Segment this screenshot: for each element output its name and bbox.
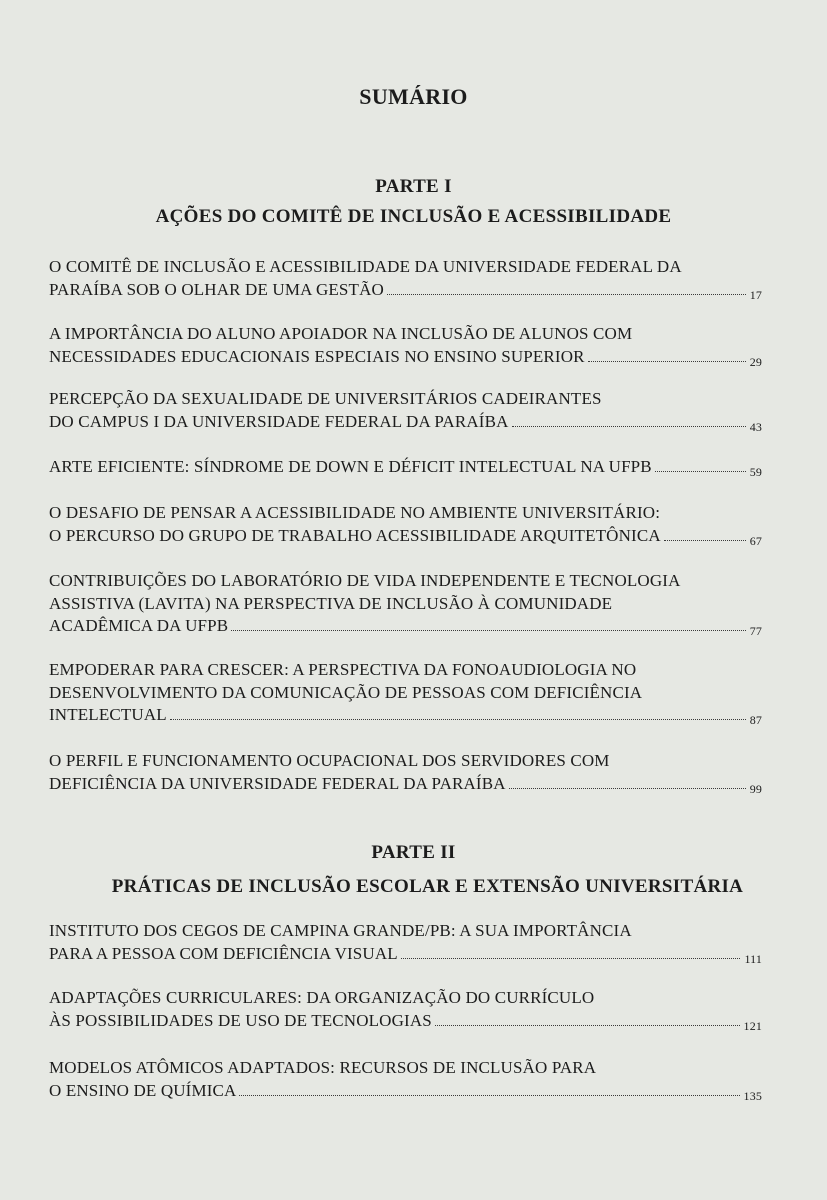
entry-line: PARA A PESSOA COM DEFICIÊNCIA VISUAL: [49, 943, 398, 963]
entry-line: ACADÊMICA DA UFPB: [49, 616, 229, 635]
entry-line: INTELECTUAL: [49, 705, 167, 724]
page-number: 59: [749, 465, 762, 479]
part-2-subtitle: PRÁTICAS DE INCLUSÃO ESCOLAR E EXTENSÃO UNIVERSITÁRIA: [111, 876, 744, 897]
page-title: SUMÁRIO: [359, 84, 468, 109]
dot-leader: [387, 293, 746, 295]
entry-line: A IMPORTÂNCIA DO ALUNO APOIADOR NA INCLUSÃO DE ALUNOS COM: [49, 324, 633, 343]
dot-leader: [401, 957, 741, 959]
toc-entry[interactable]: [49, 570, 762, 639]
toc-entry[interactable]: [49, 659, 762, 728]
page-number: 67: [749, 533, 762, 548]
part-1-subtitle: AÇÕES DO COMITÊ DE INCLUSÃO E ACESSIBILIDADE: [155, 206, 672, 227]
entry-line: INSTITUTO DOS CEGOS DE CAMPINA GRANDE/PB: A SUA IMPORTÂNCIA: [49, 921, 632, 940]
dot-leader: [664, 539, 746, 541]
dot-leader: [509, 787, 746, 789]
page-number: 29: [749, 354, 762, 369]
page-number: 87: [749, 713, 762, 727]
page-number: 111: [744, 951, 762, 966]
dot-leader: [435, 1024, 740, 1026]
part-1-label: PARTE I: [375, 176, 452, 197]
part-2-label: PARTE II: [371, 842, 456, 863]
entry-line: O ENSINO DE QUÍMICA: [49, 1080, 237, 1100]
entry-line: O PERCURSO DO GRUPO DE TRABALHO ACESSIBILIDADE ARQUITETÔNICA: [49, 525, 661, 545]
toc-entry[interactable]: [49, 987, 762, 1033]
entry-line: DO CAMPUS I DA UNIVERSIDADE FEDERAL DA PARAÍBA: [49, 411, 509, 431]
toc-entry[interactable]: [49, 256, 762, 302]
entry-line: O COMITÊ DE INCLUSÃO E ACESSIBILIDADE DA UNIVERSIDADE FEDERAL DA: [49, 257, 682, 276]
dot-leader: [588, 360, 746, 362]
entry-line: DEFICIÊNCIA DA UNIVERSIDADE FEDERAL DA PARAÍBA: [49, 773, 506, 793]
page-number: 121: [743, 1018, 762, 1033]
dot-leader: [239, 1094, 739, 1096]
toc-entry[interactable]: [49, 323, 762, 369]
entry-line: DESENVOLVIMENTO DA COMUNICAÇÃO DE PESSOAS COM DEFICIÊNCIA: [49, 682, 643, 702]
page-number: 17: [749, 287, 762, 302]
toc-entry[interactable]: [49, 1057, 762, 1103]
entry-line: O PERFIL E FUNCIONAMENTO OCUPACIONAL DOS SERVIDORES COM: [49, 751, 610, 770]
entry-line: ARTE EFICIENTE: SÍNDROME DE DOWN E DÉFICIT INTELECTUAL NA UFPB: [49, 457, 652, 476]
entry-line: O DESAFIO DE PENSAR A ACESSIBILIDADE NO AMBIENTE UNIVERSITÁRIO:: [49, 503, 661, 522]
entry-line: ASSISTIVA (LAVITA) NA PERSPECTIVA DE INCLUSÃO À COMUNIDADE: [49, 593, 613, 613]
entry-line: NECESSIDADES EDUCACIONAIS ESPECIAIS NO ENSINO SUPERIOR: [49, 346, 585, 366]
dot-leader: [231, 629, 745, 631]
entry-line: PERCEPÇÃO DA SEXUALIDADE DE UNIVERSITÁRIOS CADEIRANTES: [49, 389, 602, 408]
page-number: 99: [749, 781, 762, 796]
dot-leader: [655, 470, 746, 472]
page-number: 77: [749, 624, 762, 638]
toc-entry[interactable]: [49, 456, 762, 480]
page-number: 43: [749, 419, 762, 434]
entry-line: EMPODERAR PARA CRESCER: A PERSPECTIVA DA FONOAUDIOLOGIA NO: [49, 660, 637, 679]
entry-line: ADAPTAÇÕES CURRICULARES: DA ORGANIZAÇÃO DO CURRÍCULO: [49, 988, 595, 1007]
entry-line: ÀS POSSIBILIDADES DE USO DE TECNOLOGIAS: [49, 1010, 432, 1030]
page-number: 135: [743, 1088, 762, 1103]
entry-line: PARAÍBA SOB O OLHAR DE UMA GESTÃO: [49, 279, 384, 299]
toc-entry[interactable]: [49, 920, 762, 966]
toc-entry[interactable]: [49, 388, 762, 434]
dot-leader: [512, 425, 746, 427]
entry-line: MODELOS ATÔMICOS ADAPTADOS: RECURSOS DE INCLUSÃO PARA: [49, 1058, 597, 1077]
dot-leader: [170, 718, 746, 720]
toc-entry[interactable]: [49, 502, 762, 548]
entry-line: CONTRIBUIÇÕES DO LABORATÓRIO DE VIDA INDEPENDENTE E TECNOLOGIA: [49, 571, 681, 590]
toc-entry[interactable]: [49, 750, 762, 796]
